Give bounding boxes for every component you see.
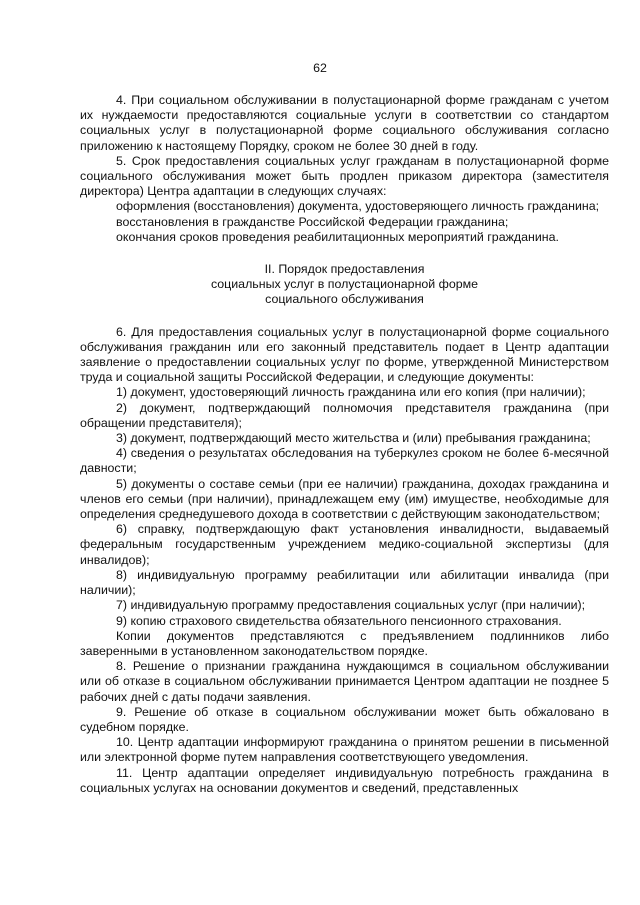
paragraph-item-11: 11. Центр адаптации определяет индивидуальную потребность гражданина в социальных услугах на основании документов и сведений, представленных	[80, 765, 609, 795]
list-item: 9) копию страхового свидетельства обязательного пенсионного страхования.	[116, 613, 562, 628]
list-item: восстановления в гражданстве Российской Федерации гражданина;	[116, 214, 509, 229]
paragraph-item-8: 8. Решение о признании гражданина нуждающимся в социальном обслуживании или об отказе в социальном обслуживании принимается Центром адаптации не позднее 5 рабочих дней с даты подачи заявления.	[80, 659, 609, 704]
list-item: 3) документ, подтверждающий место жительства и (или) пребывания гражданина;	[116, 431, 591, 446]
paragraph-item-4: 4. При социальном обслуживании в полустационарной форме гражданам с учетом их нуждаемости предоставляются социальные услуги в соответствии со стандартом социальных услуг в полустационарной форме социального обслуживания согласно приложению к настоящему Порядку, сроком не более 30 дней в году.	[80, 93, 609, 153]
spacer	[80, 308, 609, 325]
list-item: 1) документ, удостоверяющий личность гражданина или его копия (при наличии);	[116, 385, 586, 400]
paragraph-item-5: 5. Срок предоставления социальных услуг гражданам в полустационарной форме социального обслуживания может быть продлен приказом директора (заместителя директора) Центра адаптации в следующих случаях:	[80, 153, 609, 199]
paragraph-item-10: 10. Центр адаптации информируют гражданина о принятом решении в письменной или электронной форме путем направления соответствующего уведомления.	[80, 735, 609, 765]
page-number: 62	[313, 61, 327, 75]
list-item: 4) сведения о результатах обследования на туберкулез сроком не более 6-месячной давности;	[80, 446, 609, 476]
paragraph-copies: Копии документов представляются с предъявлением подлинников либо заверенными в установленном законодательством порядке.	[80, 628, 609, 658]
section-heading-line: социальных услуг в полустационарной форме	[210, 277, 479, 292]
list-item: 5) документы о составе семьи (при ее наличии) гражданина, доходах гражданина и членов его семьи (при наличии), принадлежащем ему (им) имуществе, необходимые для определения среднедушевого дохода в соответствии с действующим законодательством;	[80, 476, 609, 522]
section-heading	[80, 262, 609, 308]
section-heading-line: II. Порядок предоставления	[264, 262, 425, 277]
list-item: 8) индивидуальную программу реабилитации или абилитации инвалида (при наличии);	[80, 567, 609, 598]
list-item: 7) индивидуальную программу предоставления социальных услуг (при наличии);	[116, 598, 586, 613]
section-heading-line: социального обслуживания	[265, 292, 424, 307]
paragraph-item-6: 6. Для предоставления социальных услуг в полустационарной форме социального обслуживания гражданин или его законный представитель подает в Центр адаптации заявление о предоставлении социальных услуг по форме, утвержденной Министерством труда и социальной защиты Российской Федерации, и следующие документы:	[80, 324, 609, 385]
list-item: 2) документ, подтверждающий полномочия представителя гражданина (при обращении представителя);	[80, 400, 609, 430]
paragraph-item-9: 9. Решение об отказе в социальном обслуживании может быть обжаловано в судебном порядке.	[80, 704, 609, 734]
document-body	[80, 93, 609, 796]
list-item: 6) справку, подтверждающую факт установления инвалидности, выдаваемый федеральным государственным учреждением медико-социальной экспертизы (для инвалидов);	[80, 522, 609, 567]
list-item: оформления (восстановления) документа, удостоверяющего личность гражданина;	[116, 199, 600, 214]
list-item: окончания сроков проведения реабилитационных мероприятий гражданина.	[116, 229, 559, 244]
spacer	[80, 245, 609, 262]
